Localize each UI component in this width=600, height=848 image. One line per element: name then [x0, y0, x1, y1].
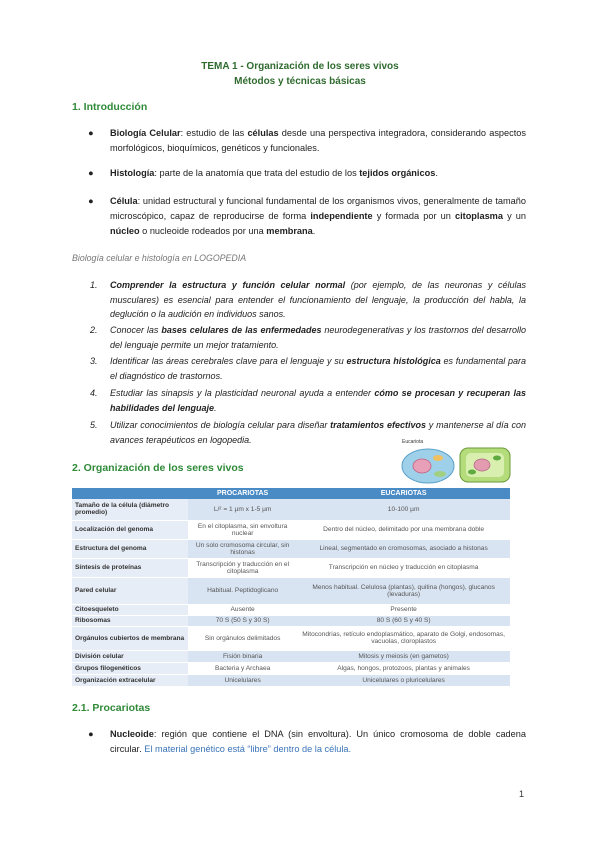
table-row: Grupos filogenéticos Bacteria y Archaea Algas, hongos, protozoos, plantas y animales	[72, 662, 510, 674]
table-row: Organización extracelular Unicelulares Unicelulares o pluricelulares	[72, 674, 510, 686]
document-subtitle: Métodos y técnicas básicas	[234, 76, 366, 87]
bullet-icon: ●	[88, 128, 94, 138]
section-heading-procariotas: 2.1. Procariotas	[72, 702, 151, 714]
cell-illustration	[398, 436, 516, 486]
list-item-5: 5. Utilizar conocimientos de biología celular para diseñar tratamientos efectivos y mantenerse al día con avances terapéuticos en logopedia.	[90, 420, 526, 445]
table-row: Ribosomas 70 S (50 S y 30 S) 80 S (60 S y 40 S)	[72, 615, 510, 626]
bullet-icon: ●	[88, 729, 94, 739]
page-number: 1	[519, 789, 525, 799]
section-heading-organizacion: 2. Organización de los seres vivos	[72, 462, 244, 474]
logopedia-subtitle: Biología celular e histología en LOGOPEDIA	[72, 253, 247, 263]
table-row: Pared celular Habitual. Peptidoglicano Menos habitual. Celulosa (plantas), quitina (hongos), glucanos (levaduras)	[72, 577, 510, 604]
comparison-table	[72, 488, 510, 687]
table-row: Síntesis de proteínas Transcripción y traducción en el citoplasma Transcripción en núcleo y traducción en citoplasma	[72, 558, 510, 577]
cell-illustration-label: Eucariota	[402, 439, 424, 445]
bullet-icon: ●	[88, 168, 94, 178]
list-item-3: 3. Identificar las áreas cerebrales clave para el lenguaje y su estructura histológica es fundamental para el diagnóstico de trastornos.	[90, 356, 526, 381]
table-row: Localización del genoma En el citoplasma, sin envoltura nuclear Dentro del núcleo, delimitado por una membrana doble	[72, 520, 510, 539]
table-row: Citoesqueleto Ausente Presente	[72, 604, 510, 615]
list-item-1: 1. Comprender la estructura y función celular normal (por ejemplo, de las neuronas y células musculares) es esencial para entender el funcionamiento del lenguaje, la producción del habla, la deglución o la audición en individuos sanos.	[90, 280, 526, 319]
table-row: Estructura del genoma Un solo cromosoma circular, sin histonas Lineal, segmentado en cromosomas, asociado a histonas	[72, 539, 510, 558]
table-header-empty	[72, 488, 188, 499]
table-header-row	[72, 488, 510, 499]
table-row: Tamaño de la célula (diámetro promedio) L/² = 1 µm x 1-5 µm 10-100 µm	[72, 499, 510, 520]
bullet-nucleoide: ● Nucleoide: región que contiene el DNA (sin envoltura). Un único cromosoma de doble cadena circular. El material genético está “libre” dentro de la célula.	[88, 729, 526, 754]
list-item-4: 4. Estudiar las sinapsis y la plasticidad neuronal ayuda a entender cómo se procesan y recuperan las habilidades del lenguaje.	[90, 388, 526, 413]
document-title: TEMA 1 - Organización de los seres vivos	[201, 61, 399, 72]
bullet-histologia: ● Histología: parte de la anatomía que trata del estudio de los tejidos orgánicos.	[90, 166, 526, 181]
table-row: División celular Fisión binaria Mitosis y meiosis (en gametos)	[72, 650, 510, 662]
table-row: Orgánulos cubiertos de membrana Sin orgánulos delimitados Mitocondrias, retículo endoplasmático, aparato de Golgi, endosomas, vacuolas, cloroplastos	[72, 626, 510, 650]
bullet-celula: ● Célula: unidad estructural y funcional fundamental de los organismos vivos, generalmente de tamaño microscópico, capaz de reproducirse de forma independiente y formada por un citoplasma y un núcleo o nucleoide rodeados por una membrana.	[88, 196, 527, 236]
bullet-icon: ●	[88, 196, 94, 206]
table-header-procariotas: PROCARIOTAS	[188, 488, 297, 499]
bullet-biologia-celular: ● Biología Celular: estudio de las células desde una perspectiva integradora, considerando aspectos morfológicos, bioquímicos, genéticos y funcionales.	[88, 128, 526, 153]
section-heading-intro: 1. Introducción	[72, 101, 148, 113]
table-header-eucariotas: EUCARIOTAS	[297, 488, 510, 499]
list-item-2: 2. Conocer las bases celulares de las enfermedades neurodegenerativas y los trastornos del desarrollo del lenguaje permite un mejor tratamiento.	[90, 325, 527, 350]
